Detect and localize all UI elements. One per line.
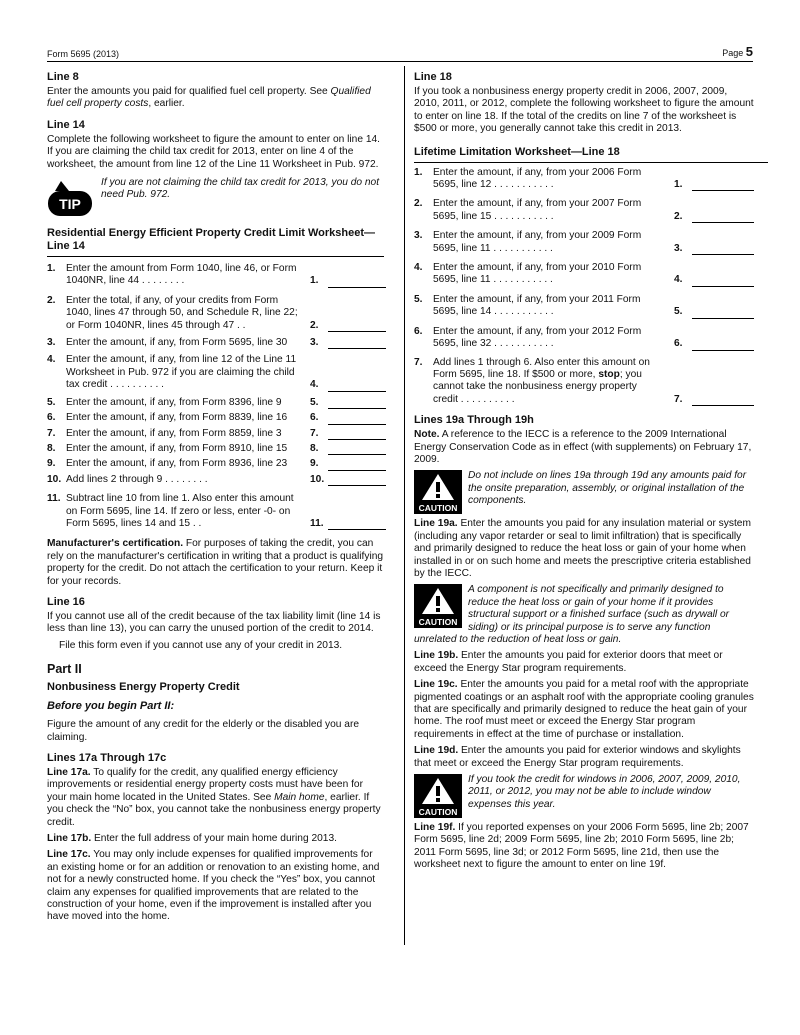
worksheet-entry-line: 5.	[674, 306, 754, 318]
line16-heading: Line 16	[47, 595, 85, 608]
worksheet-row: 5. Enter the amount, if any, from Form 8396, line 9 5.	[47, 397, 384, 409]
worksheet-entry-line: 7.	[674, 394, 754, 406]
caution-text-1: Do not include on lines 19a through 19d any amounts paid for the onsite preparation, assembly, or original installation of the components.	[468, 470, 747, 507]
svg-text:TIP: TIP	[59, 196, 81, 213]
caution-icon	[414, 584, 462, 628]
worksheet-row: 1. Enter the amount, if any, from your 2006 Form 5695, line 12 . . . . . . . . . . . 1.	[414, 167, 754, 192]
lines17-heading: Lines 17a Through 17c	[47, 752, 167, 764]
caution-block-3	[414, 774, 754, 818]
part2-heading: Part II	[47, 662, 82, 677]
worksheet-row: 6. Enter the amount, if any, from Form 8839, line 16 6.	[47, 412, 384, 424]
tip-text: If you are not claiming the child tax credit for 2013, you do not need Pub. 972.	[101, 177, 380, 201]
worksheet-row: 9. Enter the amount, if any, from Form 8936, line 23 9.	[47, 458, 384, 470]
line16-text-2: File this form even if you cannot use any of your credit in 2013.	[59, 639, 343, 651]
header-rule	[47, 61, 753, 62]
manufacturer-certification: Manufacturer's certification. For purposes of taking the credit, you can rely on the manufacturer's certification in writing that a product is qualifying property for the credit. Do not attach the certification to your return. Keep it for your records.	[47, 538, 384, 587]
left-column	[47, 71, 384, 924]
line8-text: Enter the amounts you paid for qualified fuel cell property. See Qualified fuel cell property costs, earlier.	[47, 86, 371, 110]
caution-icon	[414, 774, 462, 818]
line19d-text: Line 19d. Enter the amounts you paid for exterior windows and skylights that meet or exceed the Energy Star program requirements.	[414, 745, 741, 769]
caution-block-1	[414, 470, 754, 514]
worksheet-line18-title: Lifetime Limitation Worksheet—Line 18	[414, 146, 768, 163]
worksheet-line14-title: Residential Energy Efficient Property Credit Limit Worksheet—Line 14	[47, 227, 384, 257]
caution-block-2	[414, 584, 754, 646]
worksheet-entry-line: 4.	[310, 379, 386, 391]
worksheet-row: 4. Enter the amount, if any, from line 12 of the Line 11 Worksheet in Pub. 972 if you are claiming the child tax credit . . . . . . . . . . 4.	[47, 354, 384, 391]
worksheet-row: 3. Enter the amount, if any, from Form 5695, line 30 3.	[47, 337, 384, 349]
line16-text: If you cannot use all of the credit because of the tax liability limit (line 14 is less than line 13), you can carry the unused portion of the credit to 2014.	[47, 610, 381, 635]
worksheet-row: 3. Enter the amount, if any, from your 2009 Form 5695, line 11 . . . . . . . . . . . 3.	[414, 230, 754, 255]
line14-text: Complete the following worksheet to figure the amount to enter on line 14. If you are claiming the child tax credit for 2013, enter on line 4 of the worksheet, the amount from line 12 of the Line 11 Worksheet in Pub. 972.	[47, 133, 380, 170]
worksheet-entry-line: 4.	[674, 274, 754, 286]
line19f-text: Line 19f. If you reported expenses on your 2006 Form 5695, line 2b; 2007 Form 5695, line 2d; 2009 Form 5695, line 2b; 2010 Form 5695, line 2b; 2011 Form 5695, line 3d; or 2012 Form 5695, line 21d, then use the worksheet next to figure the amount to enter on line 19f.	[414, 822, 749, 871]
form-id: Form 5695 (2013)	[47, 49, 120, 59]
svg-text:CAUTION: CAUTION	[418, 617, 458, 628]
worksheet-row: 11. Subtract line 10 from line 1. Also enter this amount on Form 5695, line 14. If zero or less, enter -0- on Form 5695, lines 14 and 15 . . 11.	[47, 493, 384, 530]
line17c-text: Line 17c. You may only include expenses for qualified improvements for an existing home or for an addition or renovation to an existing home, and not for a newly constructed home. If you check the “Yes” box, you cannot claim any expenses for qualified improvements that are related to the construction of your home, even if the improvement is installed after you have moved into the home.	[47, 849, 380, 923]
worksheet-entry-line: 1.	[674, 179, 754, 191]
caution-icon	[414, 470, 462, 514]
worksheet-row: 2. Enter the total, if any, of your credits from Form 1040, lines 47 through 50, and Schedule R, line 22; or Form 1040NR, lines 45 through 47 . . 2.	[47, 295, 384, 332]
right-column	[414, 71, 754, 872]
before-part2-heading: Before you begin Part II:	[47, 700, 175, 713]
worksheet-line14	[47, 263, 384, 530]
worksheet-entry-line: 11.	[310, 518, 386, 530]
tip-block	[47, 177, 384, 217]
note-text: Note. A reference to the IECC is a reference to the 2009 International Energy Conservation Code as in effect (with supplements) on February 17, 2009.	[414, 429, 752, 465]
line19c-text: Line 19c. Enter the amounts you paid for a metal roof with the appropriate pigmented coatings or an asphalt roof with the appropriate cooling granules that are specifically and primarily designed to reduce the heat gain of your home. The roof must meet or exceed the Energy Star program requirements in effect at the time of purchase or installation.	[414, 679, 754, 740]
line17b-text: Line 17b. Enter the full address of your main home during 2013.	[47, 833, 337, 845]
worksheet-row: 1. Enter the amount from Form 1040, line 46, or Form 1040NR, line 44 . . . . . . . . 1.	[47, 263, 384, 288]
worksheet-entry-line: 6.	[310, 412, 386, 424]
line18-text: If you took a nonbusiness energy property credit in 2006, 2007, 2009, 2010, 2011, or 2012, complete the following worksheet to figure the amount to enter on line 18. If the total of the credits on line 7 of the worksheet is $500 or more, you generally cannot take this credit in 2013.	[414, 86, 754, 135]
line8-heading: Line 8	[47, 71, 79, 83]
worksheet-entry-line: 10.	[310, 474, 386, 486]
page-header	[47, 46, 753, 60]
worksheet-entry-line: 9.	[310, 458, 386, 470]
line18-heading: Line 18	[414, 71, 452, 83]
line19b-text: Line 19b. Enter the amounts you paid for exterior doors that meet or exceed the Energy Star program requirements.	[414, 650, 723, 674]
worksheet-entry-line: 3.	[310, 337, 386, 349]
line14-heading: Line 14	[47, 118, 85, 131]
tip-icon	[47, 177, 93, 217]
worksheet-entry-line: 8.	[310, 443, 386, 455]
worksheet-line18	[414, 167, 754, 407]
page-number: Page 5	[722, 44, 753, 59]
worksheet-row: 10. Add lines 2 through 9 . . . . . . . . 10.	[47, 474, 384, 486]
worksheet-row: 7. Enter the amount, if any, from Form 8859, line 3 7.	[47, 428, 384, 440]
worksheet-entry-line: 3.	[674, 243, 754, 255]
line17a-text: Line 17a. To qualify for the credit, any qualified energy efficiency improvements or residential energy property costs must have been for your main home located in the United States. See Main home, earlier. If you check the “No” box, you cannot take the nonbusiness energy property credit.	[47, 767, 381, 828]
column-divider	[404, 66, 405, 945]
worksheet-row: 4. Enter the amount, if any, from your 2010 Form 5695, line 11 . . . . . . . . . . . 4.	[414, 262, 754, 287]
worksheet-entry-line: 1.	[310, 275, 386, 287]
worksheet-row: 8. Enter the amount, if any, from Form 8910, line 15 8.	[47, 443, 384, 455]
lines19-heading: Lines 19a Through 19h	[414, 414, 534, 427]
worksheet-entry-line: 2.	[310, 320, 386, 332]
worksheet-row: 5. Enter the amount, if any, from your 2011 Form 5695, line 14 . . . . . . . . . . . 5.	[414, 294, 754, 319]
worksheet-entry-line: 2.	[674, 211, 754, 223]
caution-text-2: A component is not specifically and primarily designed to reduce the heat loss or gain of your home if it provides structural support or a finished surface (such as drywall or siding) or its principal purpose is to serve any function unrelated to the reduction of heat loss or gain.	[414, 584, 730, 645]
worksheet-entry-line: 6.	[674, 338, 754, 350]
worksheet-row: 6. Enter the amount, if any, from your 2012 Form 5695, line 32 . . . . . . . . . . . 6.	[414, 326, 754, 351]
worksheet-entry-line: 5.	[310, 397, 386, 409]
svg-text:CAUTION: CAUTION	[418, 503, 458, 514]
worksheet-entry-line: 7.	[310, 428, 386, 440]
before-part2-text: Figure the amount of any credit for the elderly or the disabled you are claiming.	[47, 719, 360, 743]
svg-text:CAUTION: CAUTION	[418, 807, 458, 818]
part2-subheading: Nonbusiness Energy Property Credit	[47, 681, 240, 694]
line19a-text: Line 19a. Enter the amounts you paid for any insulation material or system (including any vapor retarder or seal to limit infiltration) that is specifically and primarily designed to reduce the heat loss or gain of your home when installed in or on such home and meets the prescriptive criteria established by the IECC.	[414, 518, 751, 579]
caution-text-3: If you took the credit for windows in 2006, 2007, 2009, 2010, 2011, or 2012, you may not be able to include window expenses this year.	[468, 774, 741, 810]
worksheet-row: 2. Enter the amount, if any, from your 2007 Form 5695, line 15 . . . . . . . . . . . 2.	[414, 198, 754, 223]
worksheet-row: 7. Add lines 1 through 6. Also enter this amount on Form 5695, line 18. If $500 or more, stop; you cannot take the nonbusiness energy property credit . . . . . . . . . . 7.	[414, 357, 754, 407]
